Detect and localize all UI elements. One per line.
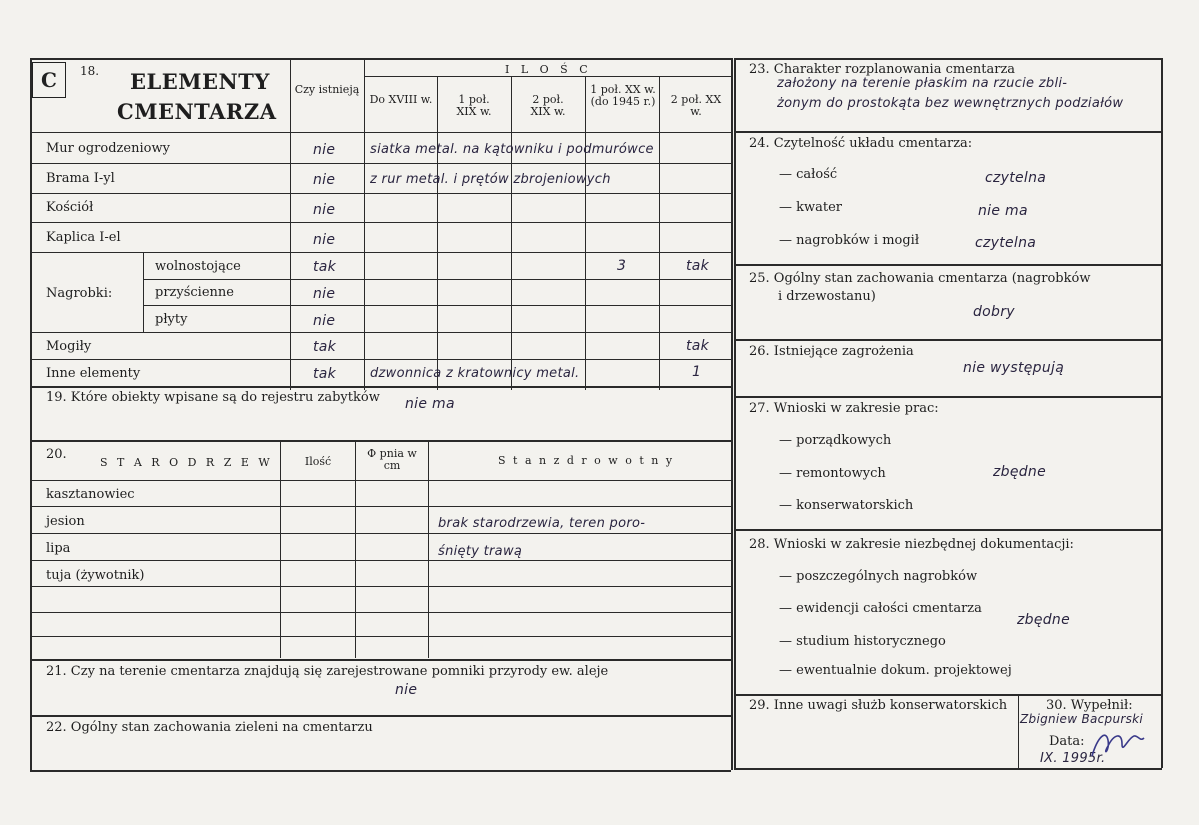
row-label-przysc: przyścienne (155, 285, 234, 300)
s20-header-bottom (30, 480, 731, 481)
s28-item-ewidencji: — ewidencji całości cmentarza (779, 601, 982, 616)
s26-answer: nie występują (963, 360, 1065, 376)
title-line1: ELEMENTY (130, 69, 270, 94)
s28-label: 28. Wnioski w zakresie niezbędnej dokumentacji: (749, 537, 1074, 552)
s23-hand-line1: założony na terenie płaskim na rzucie zbli- (777, 76, 1068, 91)
s27-label: 27. Wnioski w zakresie prac: (749, 401, 939, 416)
s24-answer-kwater: nie ma (978, 203, 1028, 219)
s21-bottom (30, 715, 731, 717)
row-label-kosciol: Kościół (46, 200, 94, 215)
s21-answer: nie (395, 682, 418, 698)
s28-item-studium: — studium historycznego (779, 634, 946, 649)
s25-bottom (734, 339, 1162, 341)
s20-row-line-3 (30, 560, 731, 561)
frame-right-top (734, 58, 1162, 60)
answer-plyty: nie (313, 313, 336, 329)
answer-kaplica: nie (313, 232, 336, 248)
s21-label: 21. Czy na terenie cmentarza znajdują się zarejestrowane pomniki przyrody ew. aleje (46, 664, 609, 679)
frame-left-bottom (30, 770, 731, 772)
s27-item-konserwatorskich: — konserwatorskich (779, 498, 914, 513)
answer-brama: nie (313, 172, 336, 188)
s19-label: 19. Które obiekty wpisane są do rejestru zabytków (46, 390, 380, 405)
note-inne-20-2: 1 (692, 364, 702, 380)
s25-label-line1: 25. Ogólny stan zachowania cmentarza (nagrobków (749, 271, 1091, 286)
row-line-3 (30, 222, 731, 223)
ilosc-header: I L O Ś C (505, 63, 592, 76)
row-line-1 (30, 163, 731, 164)
s24-answer-calosc: czytelna (985, 170, 1047, 186)
s20-row-line-1 (30, 506, 731, 507)
s23-hand-line2: żonym do prostokąta bez wewnętrznych podziałów (777, 96, 1124, 111)
s20-stan-header: S t a n z d r o w o t n y (498, 454, 675, 467)
row-line-7 (30, 332, 731, 333)
row-line-2 (30, 193, 731, 194)
s20-pnia-header: Φ pnia w cm (367, 447, 417, 472)
s20-hand-line2: śnięty trawą (438, 544, 523, 559)
col-20-2-header: 2 poł. XX w. (670, 93, 722, 118)
s26-label: 26. Istniejące zagrożenia (749, 344, 914, 359)
signature-scribble (1088, 726, 1148, 762)
section-c-letter: C (41, 68, 57, 92)
col-line-19a (437, 76, 438, 390)
s23-bottom (734, 131, 1162, 133)
frame-left-top (30, 58, 731, 60)
s24-item-nagrobkow: — nagrobków i mogił (779, 233, 920, 248)
section-c-box (32, 62, 66, 98)
note-wolno-20-1: 3 (617, 258, 627, 274)
s20-col-pnia (355, 440, 356, 658)
s20-hand-line1: brak starodrzewia, teren poro- (438, 516, 646, 531)
s29-label: 29. Inne uwagi służb konserwatorskich (749, 698, 1008, 713)
row-line-6 (143, 305, 731, 306)
s28-answer: zbędne (1017, 612, 1071, 628)
col-20-1-header: 1 poł. XX w. (do 1945 r.) (590, 83, 656, 108)
s22-label: 22. Ogólny stan zachowania zieleni na cmentarzu (46, 720, 373, 735)
s25-label-line2: i drzewostanu) (778, 289, 876, 304)
s20-row-line-6 (30, 636, 731, 637)
s19-answer: nie ma (405, 396, 455, 412)
s20-bottom (30, 659, 731, 661)
title-line2: CMENTARZA (117, 99, 277, 124)
tree-jesion: jesion (46, 514, 85, 529)
col-line-do18 (364, 58, 365, 390)
s28-item-nagrobkow: — poszczególnych nagrobków (779, 569, 978, 584)
row-line-header (30, 132, 731, 133)
answer-przysc: nie (313, 286, 336, 302)
s28-bottom (734, 694, 1162, 696)
answer-mogily: tak (313, 339, 337, 355)
answer-wolno: tak (313, 259, 337, 275)
s19-bottom (30, 440, 731, 442)
s27-item-porzadkowych: — porządkowych (779, 433, 892, 448)
s27-item-remontowych: — remontowych (779, 466, 886, 481)
s24-bottom (734, 264, 1162, 266)
col-line-20b (659, 76, 660, 390)
frame-left-left (30, 58, 32, 770)
row-line-8 (30, 359, 731, 360)
note-inne: dzwonnica z kratownicy metal. (370, 366, 580, 381)
note-wolno-20-2: tak (686, 258, 710, 274)
row-line-9 (30, 386, 731, 388)
s20-row-line-4 (30, 586, 731, 587)
s27-bottom (734, 529, 1162, 531)
col-line-nagrobki (143, 252, 144, 332)
s24-item-calosc: — całość (779, 167, 838, 182)
note-brama: z rur metal. i prętów zbrojeniowych (370, 172, 611, 187)
s20-col-ilosc (280, 440, 281, 658)
answer-kosciol: nie (313, 202, 336, 218)
s24-item-kwater: — kwater (779, 200, 843, 215)
s20-row-line-2 (30, 533, 731, 534)
row-line-5 (143, 279, 731, 280)
s28-item-projektowej: — ewentualnie dokum. projektowej (779, 663, 1012, 678)
s24-label: 24. Czytelność układu cmentarza: (749, 136, 973, 151)
tree-lipa: lipa (46, 541, 71, 556)
row-label-mogily: Mogiły (46, 339, 92, 354)
col-do18-header: Do XVIII w. (369, 93, 433, 106)
frame-right-right (1161, 58, 1163, 768)
row-label-nagrobki: Nagrobki: (46, 286, 113, 301)
s29-s30-divider (1018, 694, 1019, 768)
s30-date: IX. 1995r. (1040, 751, 1106, 766)
row-label-plyty: płyty (155, 312, 188, 327)
s20-ilosc-header: Ilość (304, 455, 332, 468)
row-label-mur: Mur ogrodzeniowy (46, 141, 170, 156)
s20-row-line-5 (30, 612, 731, 613)
s27-answer: zbędne (993, 464, 1047, 480)
s20-number: 20. (46, 447, 67, 462)
s26-bottom (734, 396, 1162, 398)
col-19-2-header: 2 poł. XIX w. (530, 93, 566, 118)
s30-data-label: Data: (1049, 734, 1085, 749)
row-line-4 (30, 252, 731, 253)
s20-col-stan (428, 440, 429, 658)
s30-name: Zbigniew Bacpurski (1020, 712, 1144, 726)
col-line-19b (511, 76, 512, 390)
s23-label: 23. Charakter rozplanowania cmentarza (749, 62, 1016, 77)
note-mur: siatka metal. na kątowniku i podmurówce (370, 142, 654, 157)
frame-left-right (731, 58, 733, 770)
s20-title: S T A R O D R Z E W (100, 456, 273, 469)
frame-right-bottom (734, 768, 1162, 770)
row-label-brama: Brama I-yl (46, 171, 115, 186)
col-19-1-header: 1 poł. XIX w. (456, 93, 492, 118)
answer-inne: tak (313, 366, 337, 382)
row-label-inne: Inne elementy (46, 366, 141, 381)
tree-tuja: tuja (żywotnik) (46, 568, 145, 583)
col-line-czy (290, 58, 291, 390)
note-mogily-20-2: tak (686, 338, 710, 354)
tree-kasztanowiec: kasztanowiec (46, 487, 135, 502)
s30-label: 30. Wypełnił: (1046, 698, 1133, 713)
row-label-wolno: wolnostojące (155, 259, 241, 274)
col-line-20a (585, 76, 586, 390)
col-czy-header: Czy istnieją (294, 83, 360, 96)
section-18-number: 18. (80, 64, 100, 78)
s24-answer-nagrobkow: czytelna (975, 235, 1037, 251)
answer-mur: nie (313, 142, 336, 158)
s25-answer: dobry (973, 304, 1015, 320)
row-label-kaplica: Kaplica I-el (46, 230, 121, 245)
frame-right-left (734, 58, 736, 768)
